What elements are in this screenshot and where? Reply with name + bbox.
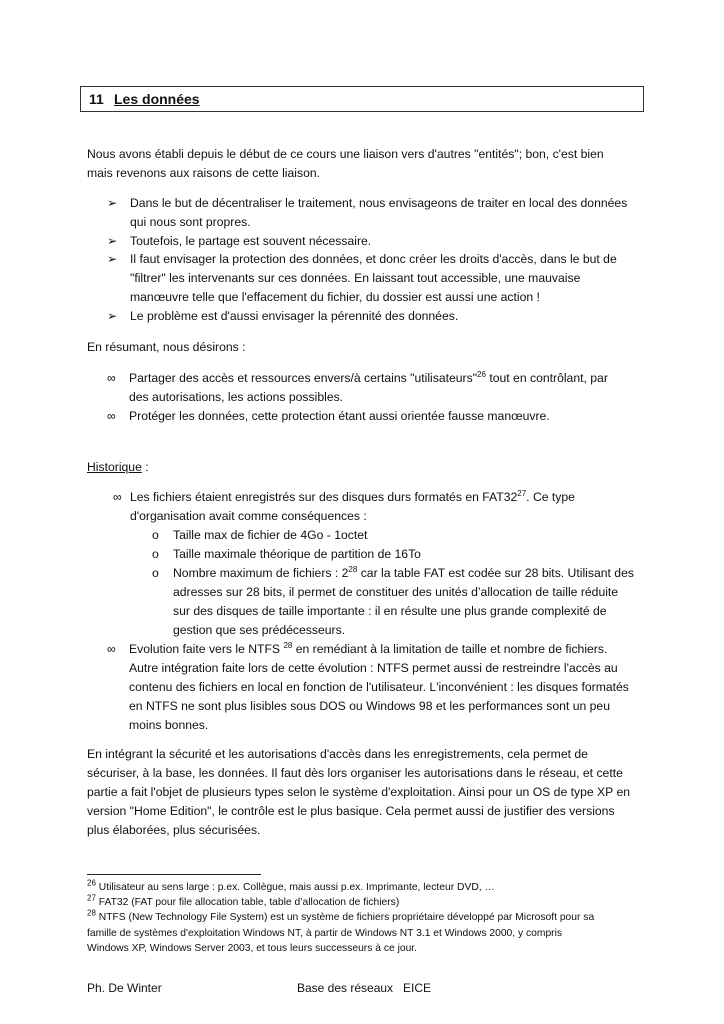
conclusion-line: partie a fait l'objet de plusieurs types selon le système d'exploitation. Ainsi pour un OS de type XP en (87, 785, 631, 799)
footnote: $^{28}$ NTFS (New Technology File System) est un système de fichiers propriétaire développé par Microsoft pour sa famille de systèmes d'exploitation Windows NT, à partir de Windows NT 3.1 et Windows 2000, y compris Windows XP, Windows Server 2003, et tous leurs successeurs à ce jour. (87, 910, 647, 957)
arrow-bullet-icon: ➢ (107, 196, 118, 210)
conclusion-line: plus élaborées, plus sécurisées. (87, 823, 261, 837)
list-item-line: Le problème est d'aussi envisager la pérennité des données. (130, 309, 459, 323)
list-item-line: Les fichiers étaient enregistrés sur des disques durs formatés en $FAT32^{27}$. Ce type (130, 488, 575, 504)
list-item (107, 307, 647, 326)
sub-list-item (152, 564, 642, 640)
footnote-number: 28 (87, 908, 96, 918)
historique-heading: Historique : (87, 460, 149, 474)
sub-list-item (152, 545, 642, 564)
intro-paragraph (87, 145, 639, 183)
infinity-bullet-icon: ∞ (113, 490, 122, 504)
historique-label: Historique (87, 460, 142, 474)
conclusion-paragraph (87, 745, 647, 840)
list-item-line: Dans le but de décentraliser le traitement, nous envisageons de traiter en local des données (130, 196, 628, 210)
sub-list-item-line: sur des disques de taille importante : il en résulte une plus grande complexité de (173, 604, 607, 618)
list-item-line: d'organisation avait comme conséquences : (130, 509, 367, 523)
circle-bullet-icon: o (152, 566, 159, 580)
list-item (107, 232, 647, 251)
sub-list-item-text: Taille max de fichier de 4Go - 1octet (173, 528, 368, 542)
list-item-line: qui nous sont propres. (130, 215, 251, 229)
list-item-line: moins bonnes. (129, 718, 209, 732)
sub-list-item-line: Nombre maximum de fichiers : $2^{28}$ car la table FAT est codée sur 28 bits. Utilisant des (173, 564, 634, 580)
conclusion-line: sécuriser, à la base, les données. Il faut dès lors organiser les autorisations dans le réseau, et cette (87, 766, 623, 780)
list-item-line: Toutefois, le partage est souvent nécessaire. (130, 234, 372, 248)
footnote-ref[interactable]: 27 (517, 488, 527, 498)
sub-list-item (152, 526, 642, 545)
infinity-bullet-icon: ∞ (107, 409, 116, 423)
footer-author: Ph. De Winter (87, 981, 162, 995)
intro-line: mais revenons aux raisons de cette liaison. (87, 166, 321, 180)
footnote-number: 26 (87, 878, 96, 888)
footer-school: EICE (403, 981, 432, 995)
footnote-ref[interactable]: 28 (348, 564, 358, 574)
circle-bullet-icon: o (152, 547, 159, 561)
list-item (107, 250, 647, 307)
infinity-bullet-icon: ∞ (107, 642, 116, 656)
list-item-line: "filtrer" les intervenants sur ces données. En laissant tout accessible, une mauvaise (130, 271, 581, 285)
footer-course: Base des réseaux (297, 981, 394, 995)
footnote: $^{26}$ Utilisateur au sens large : p.ex. Collègue, mais aussi p.ex. Imprimante, lecteur DVD, … (87, 878, 495, 893)
list-item (113, 488, 648, 526)
footnote-number: 27 (87, 893, 96, 903)
footnote: $^{27}$ FAT32 (FAT pour file allocation table, table d’allocation de fichiers) (87, 893, 400, 908)
circle-bullet-icon: o (152, 528, 159, 542)
arrow-bullet-icon: ➢ (107, 252, 118, 266)
sub-list-item-line: gestion que ses prédécesseurs. (173, 623, 346, 637)
list-item (107, 194, 647, 232)
footnote-line: Windows XP, Windows Server 2003, et tous leurs successeurs à ce jour. (87, 943, 418, 954)
section-title: Les données (114, 91, 200, 107)
list-item-line: Protéger les données, cette protection étant aussi orientée fausse manœuvre. (129, 409, 550, 423)
list-item-line: contenu des fichiers en local en fonction de l'utilisateur. L'inconvénient : les disques formatés (129, 680, 629, 694)
list-item-line: Il faut envisager la protection des données, et donc créer les droits d'accès, dans le but de (130, 252, 617, 266)
list-item-line: en NTFS ne sont plus lisibles sous DOS ou Windows 98 et les performances sont un peu (129, 699, 610, 713)
summary-intro: En résumant, nous désirons : (87, 340, 246, 354)
list-item-line: manœuvre telle que l'effacement du fichier, du dossier est aussi une action ! (130, 290, 540, 304)
list-item (107, 369, 647, 407)
list-item (107, 640, 652, 735)
list-item (107, 407, 647, 426)
conclusion-line: En intégrant la sécurité et les autorisations d'accès dans les enregistrements, cela permet de (87, 747, 588, 761)
footnote-ref[interactable]: 28 (283, 640, 293, 650)
arrow-bullet-icon: ➢ (107, 309, 118, 323)
list-item-line: Partager des accès et ressources envers/à certains "utilisateurs"$^{26}$ tout en contrôlant, par (129, 369, 608, 385)
section-heading (80, 86, 644, 112)
list-item-line: Evolution faite vers le NTFS $^{28}$ en remédiant à la limitation de taille et nombre de fichiers. (129, 640, 608, 656)
footnote-ref[interactable]: 26 (477, 369, 486, 379)
sub-list-item-line: adresses sur 28 bits, il permet de constituer des unités d’allocation de taille réduite (173, 585, 619, 599)
intro-line: Nous avons établi depuis le début de ce cours une liaison vers d'autres "entités"; bon, c'est bien (87, 147, 604, 161)
arrow-bullet-icon: ➢ (107, 234, 118, 248)
sub-list-item-text: Taille maximale théorique de partition de 16To (173, 547, 421, 561)
infinity-bullet-icon: ∞ (107, 371, 116, 385)
section-number: 11 (89, 91, 104, 107)
footnote-line: famille de systèmes d'exploitation Windows NT, à partir de Windows NT 3.1 et Windows 2000, y compris (87, 927, 563, 939)
footnote-separator (87, 874, 261, 875)
list-item-line: des autorisations, les actions possibles. (129, 390, 344, 404)
list-item-line: Autre intégration faite lors de cette évolution : NTFS permet aussi de restreindre l'accès au (129, 661, 618, 675)
conclusion-line: version "Home Edition", le contrôle est le plus basique. Cela permet aussi de justifier des versions (87, 804, 615, 818)
